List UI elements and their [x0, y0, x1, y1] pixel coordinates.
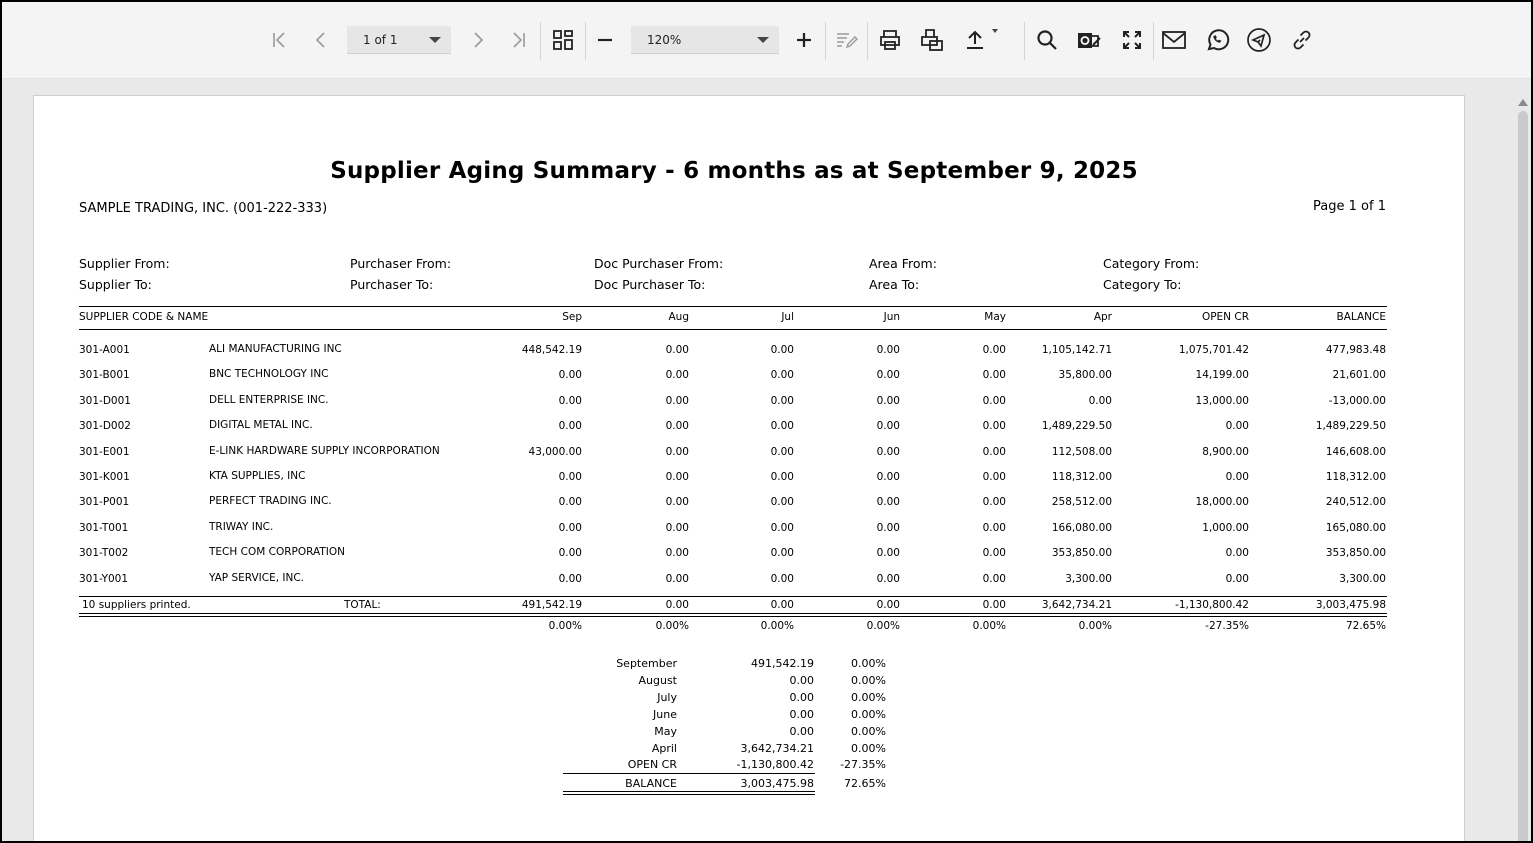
- column-header-jun: Jun: [883, 311, 900, 323]
- cell-may: 0.00: [982, 369, 1006, 382]
- cell-aug: 0.00: [665, 394, 689, 407]
- total-apr: 3,642,734.21: [1041, 599, 1112, 611]
- search-button[interactable]: [1031, 24, 1063, 56]
- telegram-button[interactable]: [1243, 24, 1275, 56]
- cell-balance: 3,300.00: [1339, 572, 1386, 585]
- cell-open-cr: 0.00: [1225, 471, 1249, 483]
- total-balance: 3,003,475.98: [1315, 599, 1386, 611]
- minus-icon: [595, 30, 615, 50]
- cell-open-cr: 0.00: [1225, 547, 1249, 560]
- summary-label: April: [651, 741, 677, 755]
- summary-label: July: [657, 690, 677, 704]
- summary-label: June: [653, 707, 677, 721]
- report-page: [33, 95, 1465, 843]
- column-header-apr: Apr: [1093, 311, 1112, 323]
- percent-jun: 0.00%: [866, 620, 900, 632]
- summary-amount: 0.00: [789, 690, 814, 704]
- column-header-open-cr: OPEN CR: [1201, 311, 1249, 323]
- copy-link-button[interactable]: [1286, 24, 1318, 56]
- cell-apr: 166,080.00: [1051, 521, 1112, 534]
- supplier-name: YAP SERVICE, INC.: [209, 571, 305, 584]
- cell-sep: 0.00: [558, 471, 582, 483]
- cell-aug: 0.00: [665, 344, 689, 356]
- company-name: SAMPLE TRADING, INC. (001-222-333): [79, 201, 328, 216]
- export-outlook-button[interactable]: [1073, 24, 1105, 56]
- cell-sep: 0.00: [558, 572, 582, 585]
- cell-sep: 0.00: [558, 496, 582, 509]
- next-page-button[interactable]: [463, 24, 493, 56]
- supplier-name: DELL ENTERPRISE INC.: [209, 393, 329, 406]
- percent-open-cr: -27.35%: [1205, 620, 1249, 632]
- first-page-icon: [269, 30, 289, 50]
- link-icon: [1290, 28, 1314, 52]
- supplier-code: 301-A001: [79, 344, 130, 356]
- criteria-doc-purchaser-to: Doc Purchaser To:: [594, 277, 706, 292]
- supplier-code: 301-T001: [79, 521, 129, 534]
- cell-sep: 0.00: [558, 420, 582, 433]
- total-jul: 0.00: [770, 599, 794, 611]
- cell-balance: 353,850.00: [1325, 547, 1386, 560]
- printer-icon: [878, 28, 902, 52]
- supplier-code: 301-K001: [79, 471, 130, 483]
- cell-aug: 0.00: [665, 496, 689, 509]
- cell-jul: 0.00: [770, 572, 794, 585]
- summary-label: August: [638, 673, 677, 687]
- cell-jul: 0.00: [770, 394, 794, 407]
- criteria-category-from: Category From:: [1103, 256, 1200, 271]
- supplier-code: 301-D002: [79, 420, 131, 433]
- cell-aug: 0.00: [665, 420, 689, 433]
- criteria-category-to: Category To:: [1103, 277, 1182, 292]
- cell-jul: 0.00: [770, 547, 794, 560]
- cell-balance: 477,983.48: [1325, 344, 1386, 356]
- column-header-aug: Aug: [668, 311, 689, 323]
- fullscreen-icon: [1121, 29, 1143, 51]
- zoom-selector-value: 120%: [647, 32, 682, 47]
- supplier-code: 301-T002: [79, 547, 129, 560]
- cell-jul: 0.00: [770, 369, 794, 382]
- cell-jun: 0.00: [876, 521, 900, 534]
- summary-percent: 0.00%: [851, 724, 886, 738]
- cell-jun: 0.00: [876, 420, 900, 433]
- search-icon: [1035, 28, 1059, 52]
- summary-percent: 0.00%: [851, 741, 886, 755]
- summary-amount: -1,130,800.42: [736, 758, 814, 772]
- cell-apr: 1,105,142.71: [1041, 344, 1112, 356]
- vertical-scrollbar[interactable]: [1515, 79, 1531, 841]
- cell-sep: 448,542.19: [521, 344, 582, 356]
- cell-open-cr: 1,075,701.42: [1178, 344, 1249, 356]
- suppliers-printed-label: 10 suppliers printed.: [82, 599, 191, 611]
- supplier-name: TECH COM CORPORATION: [209, 546, 345, 559]
- print-page-button[interactable]: [916, 24, 948, 56]
- summary-label: May: [654, 724, 677, 738]
- cell-jul: 0.00: [770, 445, 794, 458]
- page-selector-value: 1 of 1: [363, 32, 398, 47]
- cell-balance: 118,312.00: [1325, 471, 1386, 483]
- cell-open-cr: 0.00: [1225, 420, 1249, 433]
- cell-sep: 0.00: [558, 369, 582, 382]
- supplier-name: TRIWAY INC.: [209, 520, 274, 533]
- outlook-icon: [1076, 28, 1102, 52]
- percent-jul: 0.00%: [760, 620, 794, 632]
- whatsapp-button[interactable]: [1201, 24, 1233, 56]
- supplier-code: 301-P001: [79, 496, 130, 509]
- edit-parameters-button[interactable]: [831, 24, 861, 56]
- cell-may: 0.00: [982, 445, 1006, 458]
- scroll-up-icon[interactable]: [1518, 99, 1528, 106]
- cell-aug: 0.00: [665, 521, 689, 534]
- column-header-supplier: SUPPLIER CODE & NAME: [79, 311, 209, 323]
- cell-aug: 0.00: [665, 471, 689, 483]
- cell-balance: 146,608.00: [1325, 445, 1386, 458]
- cell-jun: 0.00: [876, 445, 900, 458]
- mail-icon: [1161, 29, 1187, 51]
- cell-balance: 240,512.00: [1325, 496, 1386, 509]
- cell-jul: 0.00: [770, 521, 794, 534]
- summary-amount: 0.00: [789, 707, 814, 721]
- cell-open-cr: 1,000.00: [1202, 521, 1249, 534]
- criteria-supplier-from: Supplier From:: [79, 256, 170, 271]
- cell-jul: 0.00: [770, 344, 794, 356]
- fullscreen-button[interactable]: [1116, 24, 1148, 56]
- print-page-icon: [920, 28, 944, 52]
- cell-sep: 0.00: [558, 394, 582, 407]
- chevron-left-icon: [311, 30, 331, 50]
- total-open-cr: -1,130,800.42: [1175, 599, 1249, 611]
- summary-label: OPEN CR: [627, 758, 677, 772]
- zoom-selector[interactable]: [631, 26, 779, 54]
- criteria-area-to: Area To:: [869, 277, 920, 292]
- cell-apr: 35,800.00: [1058, 369, 1112, 382]
- summary-percent: 0.00%: [851, 690, 886, 704]
- cell-apr: 3,300.00: [1065, 572, 1112, 585]
- supplier-code: 301-B001: [79, 369, 130, 382]
- cell-jul: 0.00: [770, 420, 794, 433]
- caret-down-icon: [991, 27, 999, 35]
- summary-amount: 0.00: [789, 724, 814, 738]
- report-title: Supplier Aging Summary - 6 months as at September 9, 2025: [330, 158, 1138, 184]
- report-view-area[interactable]: [2, 79, 1531, 841]
- cell-may: 0.00: [982, 471, 1006, 483]
- cell-open-cr: 0.00: [1225, 572, 1249, 585]
- cell-may: 0.00: [982, 572, 1006, 585]
- supplier-code: 301-Y001: [79, 572, 129, 585]
- cell-sep: 0.00: [558, 547, 582, 560]
- cell-may: 0.00: [982, 420, 1006, 433]
- cell-aug: 0.00: [665, 547, 689, 560]
- supplier-name: BNC TECHNOLOGY INC: [209, 368, 329, 381]
- total-jun: 0.00: [876, 599, 900, 611]
- edit-form-icon: [834, 28, 858, 52]
- cell-jun: 0.00: [876, 394, 900, 407]
- thumbnails-button[interactable]: [547, 24, 579, 56]
- column-header-may: May: [984, 311, 1006, 323]
- cell-may: 0.00: [982, 394, 1006, 407]
- cell-open-cr: 13,000.00: [1195, 394, 1249, 407]
- scrollbar-thumb[interactable]: [1518, 111, 1528, 843]
- cell-jul: 0.00: [770, 496, 794, 509]
- summary-rule: [563, 773, 815, 774]
- supplier-code: 301-D001: [79, 394, 131, 407]
- summary-percent: -27.35%: [840, 758, 886, 772]
- column-header-sep: Sep: [562, 311, 582, 323]
- column-header-balance: BALANCE: [1336, 311, 1386, 323]
- cell-jun: 0.00: [876, 369, 900, 382]
- criteria-area-from: Area From:: [869, 256, 937, 271]
- criteria-doc-purchaser-from: Doc Purchaser From:: [594, 256, 724, 271]
- last-page-icon: [509, 30, 529, 50]
- viewer-toolbar: [2, 2, 1531, 79]
- previous-page-button[interactable]: [306, 24, 336, 56]
- total-sep: 491,542.19: [521, 599, 582, 611]
- cell-may: 0.00: [982, 521, 1006, 534]
- summary-percent: 72.65%: [844, 776, 886, 790]
- cell-apr: 1,489,229.50: [1041, 420, 1112, 433]
- email-button[interactable]: [1158, 24, 1190, 56]
- first-page-button[interactable]: [264, 24, 294, 56]
- supplier-code: 301-E001: [79, 445, 130, 458]
- summary-percent: 0.00%: [851, 657, 886, 670]
- cell-balance: -13,000.00: [1328, 394, 1386, 407]
- summary-rule: [563, 791, 815, 792]
- cell-balance: 21,601.00: [1332, 369, 1386, 382]
- chevron-down-icon: [429, 37, 441, 43]
- page-number: Page 1 of 1: [1313, 199, 1386, 214]
- cell-jun: 0.00: [876, 547, 900, 560]
- criteria-supplier-to: Supplier To:: [79, 277, 152, 292]
- cell-jun: 0.00: [876, 344, 900, 356]
- last-page-button[interactable]: [504, 24, 534, 56]
- thumbnails-icon: [551, 28, 575, 52]
- plus-icon: [794, 30, 814, 50]
- summary-amount: 3,003,475.98: [740, 776, 814, 790]
- cell-open-cr: 18,000.00: [1195, 496, 1249, 509]
- summary-amount: 491,542.19: [751, 657, 814, 670]
- cell-jul: 0.00: [770, 471, 794, 483]
- cell-balance: 165,080.00: [1325, 521, 1386, 534]
- cell-balance: 1,489,229.50: [1315, 420, 1386, 433]
- cell-jun: 0.00: [876, 471, 900, 483]
- cell-may: 0.00: [982, 547, 1006, 560]
- supplier-name: DIGITAL METAL INC.: [209, 419, 313, 432]
- zoom-in-button[interactable]: [789, 24, 819, 56]
- upload-icon: [963, 28, 987, 52]
- cell-open-cr: 14,199.00: [1195, 369, 1249, 382]
- cell-jun: 0.00: [876, 496, 900, 509]
- column-header-jul: Jul: [781, 311, 794, 323]
- chevron-down-icon: [757, 37, 769, 43]
- supplier-name: PERFECT TRADING INC.: [209, 495, 332, 508]
- chevron-right-icon: [468, 30, 488, 50]
- supplier-name: KTA SUPPLIES, INC: [209, 470, 306, 482]
- cell-sep: 43,000.00: [528, 445, 582, 458]
- criteria-purchaser-to: Purchaser To:: [350, 277, 434, 292]
- cell-apr: 353,850.00: [1051, 547, 1112, 560]
- cell-aug: 0.00: [665, 369, 689, 382]
- summary-percent: 0.00%: [851, 707, 886, 721]
- supplier-name: ALI MANUFACTURING INC: [209, 343, 342, 355]
- criteria-purchaser-from: Purchaser From:: [350, 256, 452, 271]
- summary-percent: 0.00%: [851, 673, 886, 687]
- page-selector[interactable]: [347, 26, 451, 54]
- summary-rule: [563, 794, 815, 795]
- cell-apr: 118,312.00: [1051, 471, 1112, 483]
- cell-aug: 0.00: [665, 572, 689, 585]
- summary-label: September: [616, 657, 677, 670]
- percent-sep: 0.00%: [548, 620, 582, 632]
- cell-jun: 0.00: [876, 572, 900, 585]
- cell-open-cr: 8,900.00: [1202, 445, 1249, 458]
- cell-may: 0.00: [982, 496, 1006, 509]
- cell-sep: 0.00: [558, 521, 582, 534]
- telegram-icon: [1246, 27, 1272, 53]
- percent-apr: 0.00%: [1078, 620, 1112, 632]
- summary-amount: 0.00: [789, 673, 814, 687]
- cell-apr: 0.00: [1088, 394, 1112, 407]
- whatsapp-icon: [1204, 27, 1230, 53]
- zoom-out-button[interactable]: [590, 24, 620, 56]
- cell-apr: 112,508.00: [1051, 445, 1112, 458]
- percent-balance: 72.65%: [1345, 620, 1386, 632]
- percent-aug: 0.00%: [655, 620, 689, 632]
- summary-amount: 3,642,734.21: [740, 741, 814, 755]
- supplier-name: E-LINK HARDWARE SUPPLY INCORPORATION: [209, 444, 440, 457]
- cell-aug: 0.00: [665, 445, 689, 458]
- total-aug: 0.00: [665, 599, 689, 611]
- cell-may: 0.00: [982, 344, 1006, 356]
- total-may: 0.00: [982, 599, 1006, 611]
- summary-label: BALANCE: [625, 776, 677, 790]
- total-label: TOTAL:: [344, 599, 381, 611]
- cell-apr: 258,512.00: [1051, 496, 1112, 509]
- percent-may: 0.00%: [972, 620, 1006, 632]
- print-button[interactable]: [874, 24, 906, 56]
- export-button[interactable]: [959, 24, 1003, 56]
